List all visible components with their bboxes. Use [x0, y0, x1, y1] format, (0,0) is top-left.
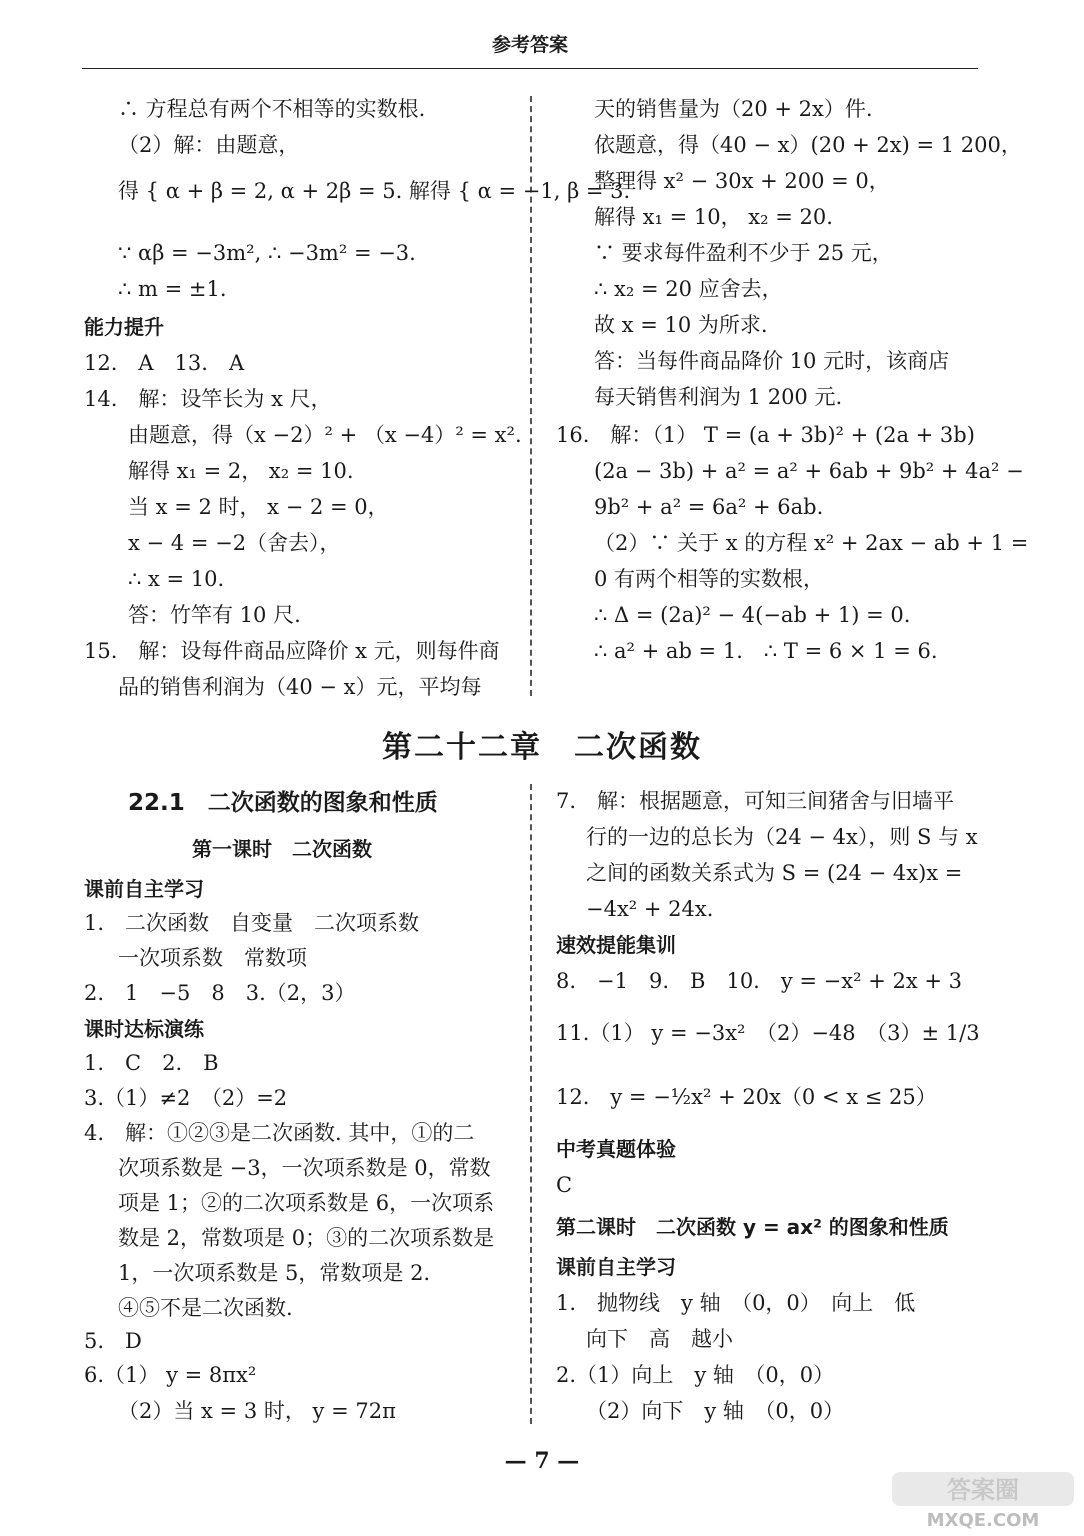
- bottom_left-line: 2. 1 −5 8 3.（2，3）: [84, 981, 356, 1005]
- top_right-line: （2）∵ 关于 x 的方程 x² + 2ax − ab + 1 =: [594, 531, 1029, 555]
- top_right-line: 答：当每件商品降价 10 元时，该商店: [594, 349, 950, 373]
- top_right-line: 0 有两个相等的实数根，: [594, 567, 825, 591]
- top_left-line: 15. 解：设每件商品应降价 x 元，则每件商: [84, 639, 500, 663]
- bottom_left-line: 数是 2，常数项是 0；③的二次项系数是: [118, 1226, 495, 1250]
- bottom_left-line: 课前自主学习: [84, 877, 204, 901]
- top_left-line: 品的销售利润为（40 − x）元，平均每: [118, 675, 482, 699]
- bottom_right-line: 之间的函数关系式为 S = (24 − 4x)x =: [586, 861, 963, 885]
- top_right-line: 9b² + a² = 6a² + 6ab.: [594, 495, 824, 519]
- top_left-line: 能力提升: [84, 315, 164, 339]
- top_left-line: 12. A 13. A: [84, 351, 245, 375]
- column-divider-bottom: [530, 784, 532, 1424]
- svg-text:MXQE.COM: MXQE.COM: [926, 1510, 1040, 1530]
- bottom_left-line: 一次项系数 常数项: [118, 946, 307, 970]
- top_right-line: 天的销售量为（20 + 2x）件.: [594, 97, 873, 121]
- top_right-line: ∴ Δ = (2a)² − 4(−ab + 1) = 0.: [594, 603, 911, 627]
- bottom_right-line: 向下 高 越小: [586, 1327, 733, 1351]
- top_left-line: x − 4 = −2（舍去），: [128, 531, 341, 555]
- top_left-line: （2）解：由题意，: [118, 133, 300, 157]
- top_right-line: 依题意，得（40 − x）(20 + 2x) = 1 200，: [594, 133, 1022, 157]
- bottom_right-line: 第二课时 二次函数 y = ax² 的图象和性质: [556, 1215, 949, 1239]
- bottom_left-line: 课时达标演练: [84, 1017, 204, 1041]
- bottom_left-line: 5. D: [84, 1329, 142, 1353]
- top_left-line: 解得 x₁ = 2， x₂ = 10.: [128, 459, 354, 483]
- top_left-line: ∴ 方程总有两个不相等的实数根.: [118, 97, 426, 121]
- chapter-title: 第二十二章 二次函数: [382, 730, 702, 765]
- svg-text:答案圈: 答案圈: [947, 1476, 1019, 1504]
- bottom_left-line: 第一课时 二次函数: [192, 837, 372, 861]
- bottom_right-line: （2）向下 y 轴 （0，0）: [586, 1399, 845, 1423]
- top_right-line: ∵ 要求每件盈利不少于 25 元，: [594, 241, 893, 265]
- watermark-logo: [888, 1470, 1078, 1530]
- bottom_left-line: 6.（1） y = 8πx²: [84, 1363, 257, 1387]
- page-header-title: 参考答案: [491, 34, 568, 56]
- top_right-line: 故 x = 10 为所求.: [594, 313, 768, 337]
- top_right-line: 解得 x₁ = 10， x₂ = 20.: [594, 205, 833, 229]
- bottom_left-line: 1. 二次函数 自变量 二次项系数: [84, 911, 420, 935]
- bottom_right-line: 1. 抛物线 y 轴 （0，0） 向上 低: [556, 1291, 916, 1315]
- top_left-line: ∴ x = 10.: [128, 567, 225, 591]
- bottom_left-line: 3.（1）≠2 （2）=2: [84, 1086, 288, 1110]
- bottom_right-line: 课前自主学习: [556, 1255, 676, 1279]
- top_left-line: 答：竹竿有 10 尺.: [128, 603, 301, 627]
- bottom_right-line: 2.（1）向上 y 轴 （0，0）: [556, 1363, 835, 1387]
- bottom_right-line: 11.（1） y = −3x² （2）−48 （3）± 1/3: [556, 1021, 980, 1045]
- bottom_right-line: 8. −1 9. B 10. y = −x² + 2x + 3: [556, 969, 962, 993]
- bottom_right-line: 7. 解：根据题意，可知三间猪舍与旧墙平: [556, 789, 955, 813]
- top_left-line: ∴ m = ±1.: [118, 277, 227, 301]
- bottom_left-line: 次项系数是 −3，一次项系数是 0，常数: [118, 1156, 491, 1180]
- bottom_right-line: C: [556, 1173, 573, 1197]
- bottom_left-line: 项是 1；②的二次项系数是 6，一次项系: [118, 1191, 495, 1215]
- top_left-line: 当 x = 2 时， x − 2 = 0，: [128, 495, 389, 519]
- bottom_right-line: 12. y = −½x² + 20x（0 < x ≤ 25）: [556, 1085, 937, 1109]
- bottom_left-line: ④⑤不是二次函数.: [118, 1296, 293, 1320]
- bottom_left-line: （2）当 x = 3 时， y = 72π: [118, 1399, 396, 1423]
- top_right-line: ∴ x₂ = 20 应舍去，: [594, 277, 783, 301]
- bottom_right-line: 速效提能集训: [556, 933, 676, 957]
- bottom_left-line: 22.1 二次函数的图象和性质: [128, 790, 438, 816]
- top_right-line: 每天销售利润为 1 200 元.: [594, 385, 843, 409]
- header-rule: [82, 68, 978, 69]
- top_right-line: ∴ a² + ab = 1. ∴ T = 6 × 1 = 6.: [594, 639, 938, 663]
- top_right-line: 16. 解：（1） T = (a + 3b)² + (2a + 3b): [556, 423, 975, 447]
- top_left-line: ∵ αβ = −3m², ∴ −3m² = −3.: [118, 241, 416, 265]
- top_left-line: 得 { α + β = 2, α + 2β = 5. 解得 { α = −1, β = 3.: [118, 179, 631, 203]
- bottom_left-line: 1，一次项系数是 5，常数项是 2.: [118, 1261, 431, 1285]
- top_left-line: 由题意，得（x −2）² + （x −4）² = x².: [128, 423, 522, 447]
- bottom_right-line: −4x² + 24x.: [586, 897, 714, 921]
- top_right-line: (2a − 3b) + a² = a² + 6ab + 9b² + 4a² −: [594, 459, 1024, 483]
- bottom_left-line: 4. 解：①②③是二次函数. 其中，①的二: [84, 1121, 475, 1145]
- bottom_left-line: 1. C 2. B: [84, 1051, 219, 1075]
- bottom_right-line: 行的一边的总长为（24 − 4x），则 S 与 x: [586, 825, 978, 849]
- top_left-line: 14. 解：设竿长为 x 尺，: [84, 387, 332, 411]
- page-number: — 7 —: [504, 1448, 580, 1474]
- top_right-line: 整理得 x² − 30x + 200 = 0，: [594, 169, 890, 193]
- bottom_right-line: 中考真题体验: [556, 1137, 676, 1161]
